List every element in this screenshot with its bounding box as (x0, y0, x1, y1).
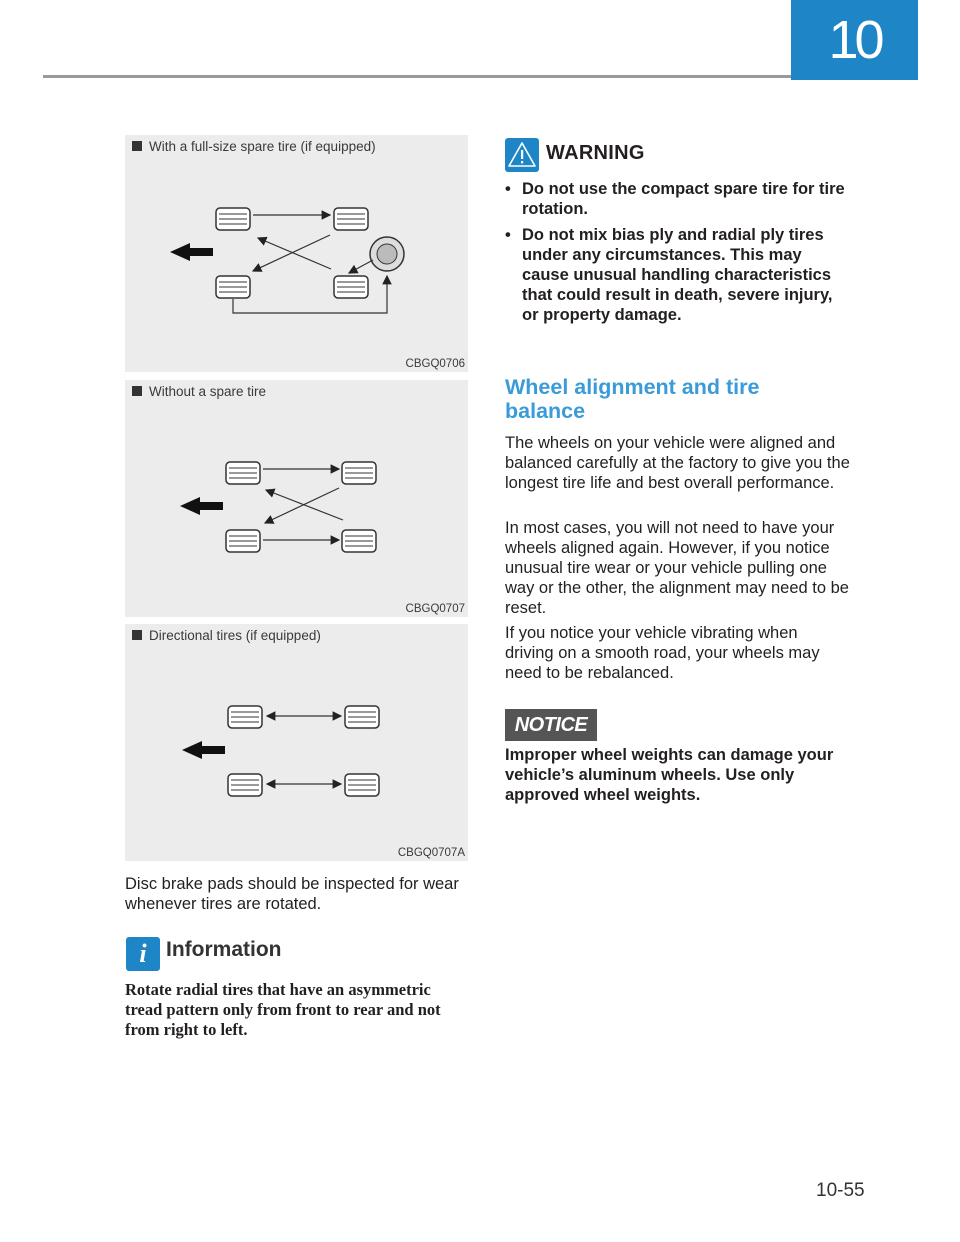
tire-rear-left-icon (228, 774, 262, 796)
warning-item: • Do not use the compact spare tire for tire rotation. (505, 179, 850, 219)
warning-item: • Do not mix bias ply and radial ply tires under any circumstances. This may cause unusual handling characteristics that could result in death, severe injury, or property damage. (505, 225, 850, 325)
figure-caption: Without a spare tire (130, 384, 266, 399)
tire-rear-left-icon (226, 530, 260, 552)
figure-code: CBGQ0707 (405, 603, 465, 615)
header-rule (43, 75, 791, 78)
tire-rear-left-icon (216, 276, 250, 298)
info-text: Rotate radial tires that have an asymmetric tread pattern only from front to rear and not from right to left. (125, 980, 441, 1039)
rotation-diagram-no-spare (125, 380, 468, 617)
info-icon: i (126, 937, 160, 971)
brake-pads-text: Disc brake pads should be inspected for wear whenever tires are rotated. (125, 875, 459, 913)
tire-front-right-icon (345, 706, 379, 728)
info-title: Information (166, 938, 282, 961)
section-paragraph: In most cases, you will not need to have your wheels aligned again. However, if you notice unusual tire wear or your vehicle pulling one way or the other, the alignment may need to be reset. (505, 519, 849, 617)
tire-front-left-icon (228, 706, 262, 728)
direction-arrow-icon (180, 497, 223, 515)
tire-front-left-icon (216, 208, 250, 230)
figure-full-size-spare (125, 135, 468, 372)
warning-title: WARNING (546, 142, 645, 164)
tire-front-left-icon (226, 462, 260, 484)
figure-code: CBGQ0706 (405, 358, 465, 370)
notice-text: Improper wheel weights can damage your vehicle’s aluminum wheels. Use only approved wheel weights. (505, 746, 834, 804)
figure-without-spare (125, 380, 468, 617)
spare-tire-icon (370, 237, 404, 271)
figure-caption: With a full-size spare tire (if equipped) (130, 139, 376, 154)
figure-directional-tires (125, 624, 468, 861)
figure-code: CBGQ0707A (397, 847, 465, 859)
tire-front-right-icon (334, 208, 368, 230)
section-title: Wheel alignment and tire balance (505, 375, 760, 423)
tire-rear-right-icon (345, 774, 379, 796)
chapter-tab: 10 (791, 0, 918, 80)
tire-front-right-icon (342, 462, 376, 484)
page-number: 10-55 (816, 1180, 865, 1201)
warning-icon (505, 138, 539, 172)
rotation-diagram-spare (125, 135, 468, 372)
warning-list (505, 179, 850, 331)
section-paragraph: The wheels on your vehicle were aligned and balanced carefully at the factory to give you the longest tire life and best overall performance. (505, 434, 850, 492)
direction-arrow-icon (170, 243, 213, 261)
notice-badge: NOTICE (505, 709, 597, 741)
section-paragraph: If you notice your vehicle vibrating when driving on a smooth road, your wheels may need to be rebalanced. (505, 624, 820, 682)
figure-caption: Directional tires (if equipped) (130, 628, 321, 643)
tire-rear-right-icon (342, 530, 376, 552)
rotation-diagram-directional (125, 624, 468, 861)
direction-arrow-icon (182, 741, 225, 759)
tire-rear-right-icon (334, 276, 368, 298)
